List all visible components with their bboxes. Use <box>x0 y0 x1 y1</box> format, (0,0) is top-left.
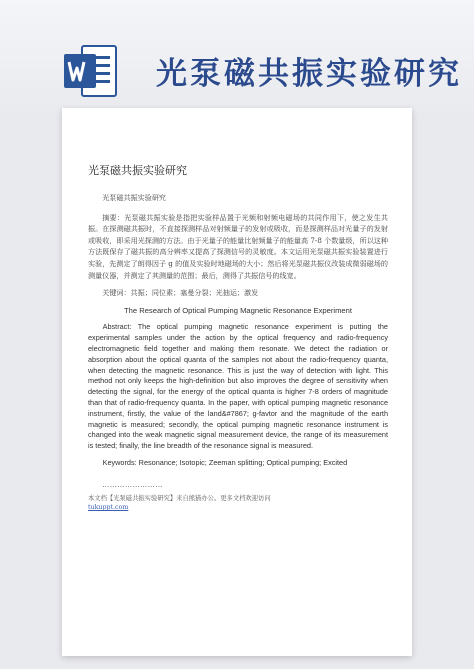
document-subtitle: 光泵磁共振实验研究 <box>102 193 167 202</box>
english-title: The Research of Optical Pumping Magnetic Resonance Experiment <box>124 305 352 315</box>
document-content <box>88 164 388 512</box>
header-banner <box>0 0 474 118</box>
separator-line: …………………… <box>102 479 163 489</box>
footer-note <box>88 494 388 512</box>
word-document-icon <box>62 42 120 100</box>
keywords-english: Keywords: Resonance; Isotopic; Zeeman splitting; Optical pumping; Excited <box>102 457 348 467</box>
abstract-english: Abstract: The optical pumping magnetic resonance experiment is putting the experimental samples under the action by the optical frequency and radio-frequency electromagnetic field together and making them resonate. We detect the radiation or absorption about the optical quanta of the samples not about the radio-frequency quanta, when detecting the magnetic resonance. This is just the way of detection with light. This method not only keeps the high-definition but also improves the degree of sensitivity when detecting the signal, for the energy of the optical quanta is higher 7-8 orders of magnitude than that of radio-frequency quanta. In the paper, with optical pumping magnetic resonance instrument, firstly, the value of the land&#7867; g-favtor and the magnitude of the earth magnetic is measured; secondly, the optical pumping magnetic resonance instrument is changed into the weak magnetic signal measurement device, the range of its measurement is tested; finally, the line breadth of the resonance signal is measured. <box>88 322 388 451</box>
page-title: 光泵磁共振实验研究 <box>156 56 462 92</box>
footer-link[interactable]: tukuppt.com <box>88 504 129 512</box>
footer-text: 本文档【光泵磁共振实验研究】来自熊猫办公。更多文档欢迎访问 <box>88 495 271 503</box>
document-title: 光泵磁共振实验研究 <box>88 164 187 177</box>
abstract-chinese: 摘要：光泵磁共振实验是指把实验样品置于光频和射频电磁场的共同作用下，使之发生共振。在探测磁共振时，不直接探测样品对射频量子的发射或吸收，而是探测样品对光量子的发射或吸收，即采用光探测的方法。由于光量子的能量比射频量子的能量高 7-8 个数量级，所以这种方法既保存了磁共振的高分辨率又提高了探测信号的灵敏度。本文运用光泵磁共振实验装置进行实验，先测定了朗得因子 g 的值及实验时地磁场的大小；然后将光泵磁共振仪改装成微弱磁场的测量仪器，并测定了其测量的范围；最后，测得了共振信号的线宽。 <box>88 212 388 280</box>
keywords-chinese: 关键词：共振；同位素；塞曼分裂；光抽运；激发 <box>102 288 259 298</box>
document-page <box>62 108 412 656</box>
